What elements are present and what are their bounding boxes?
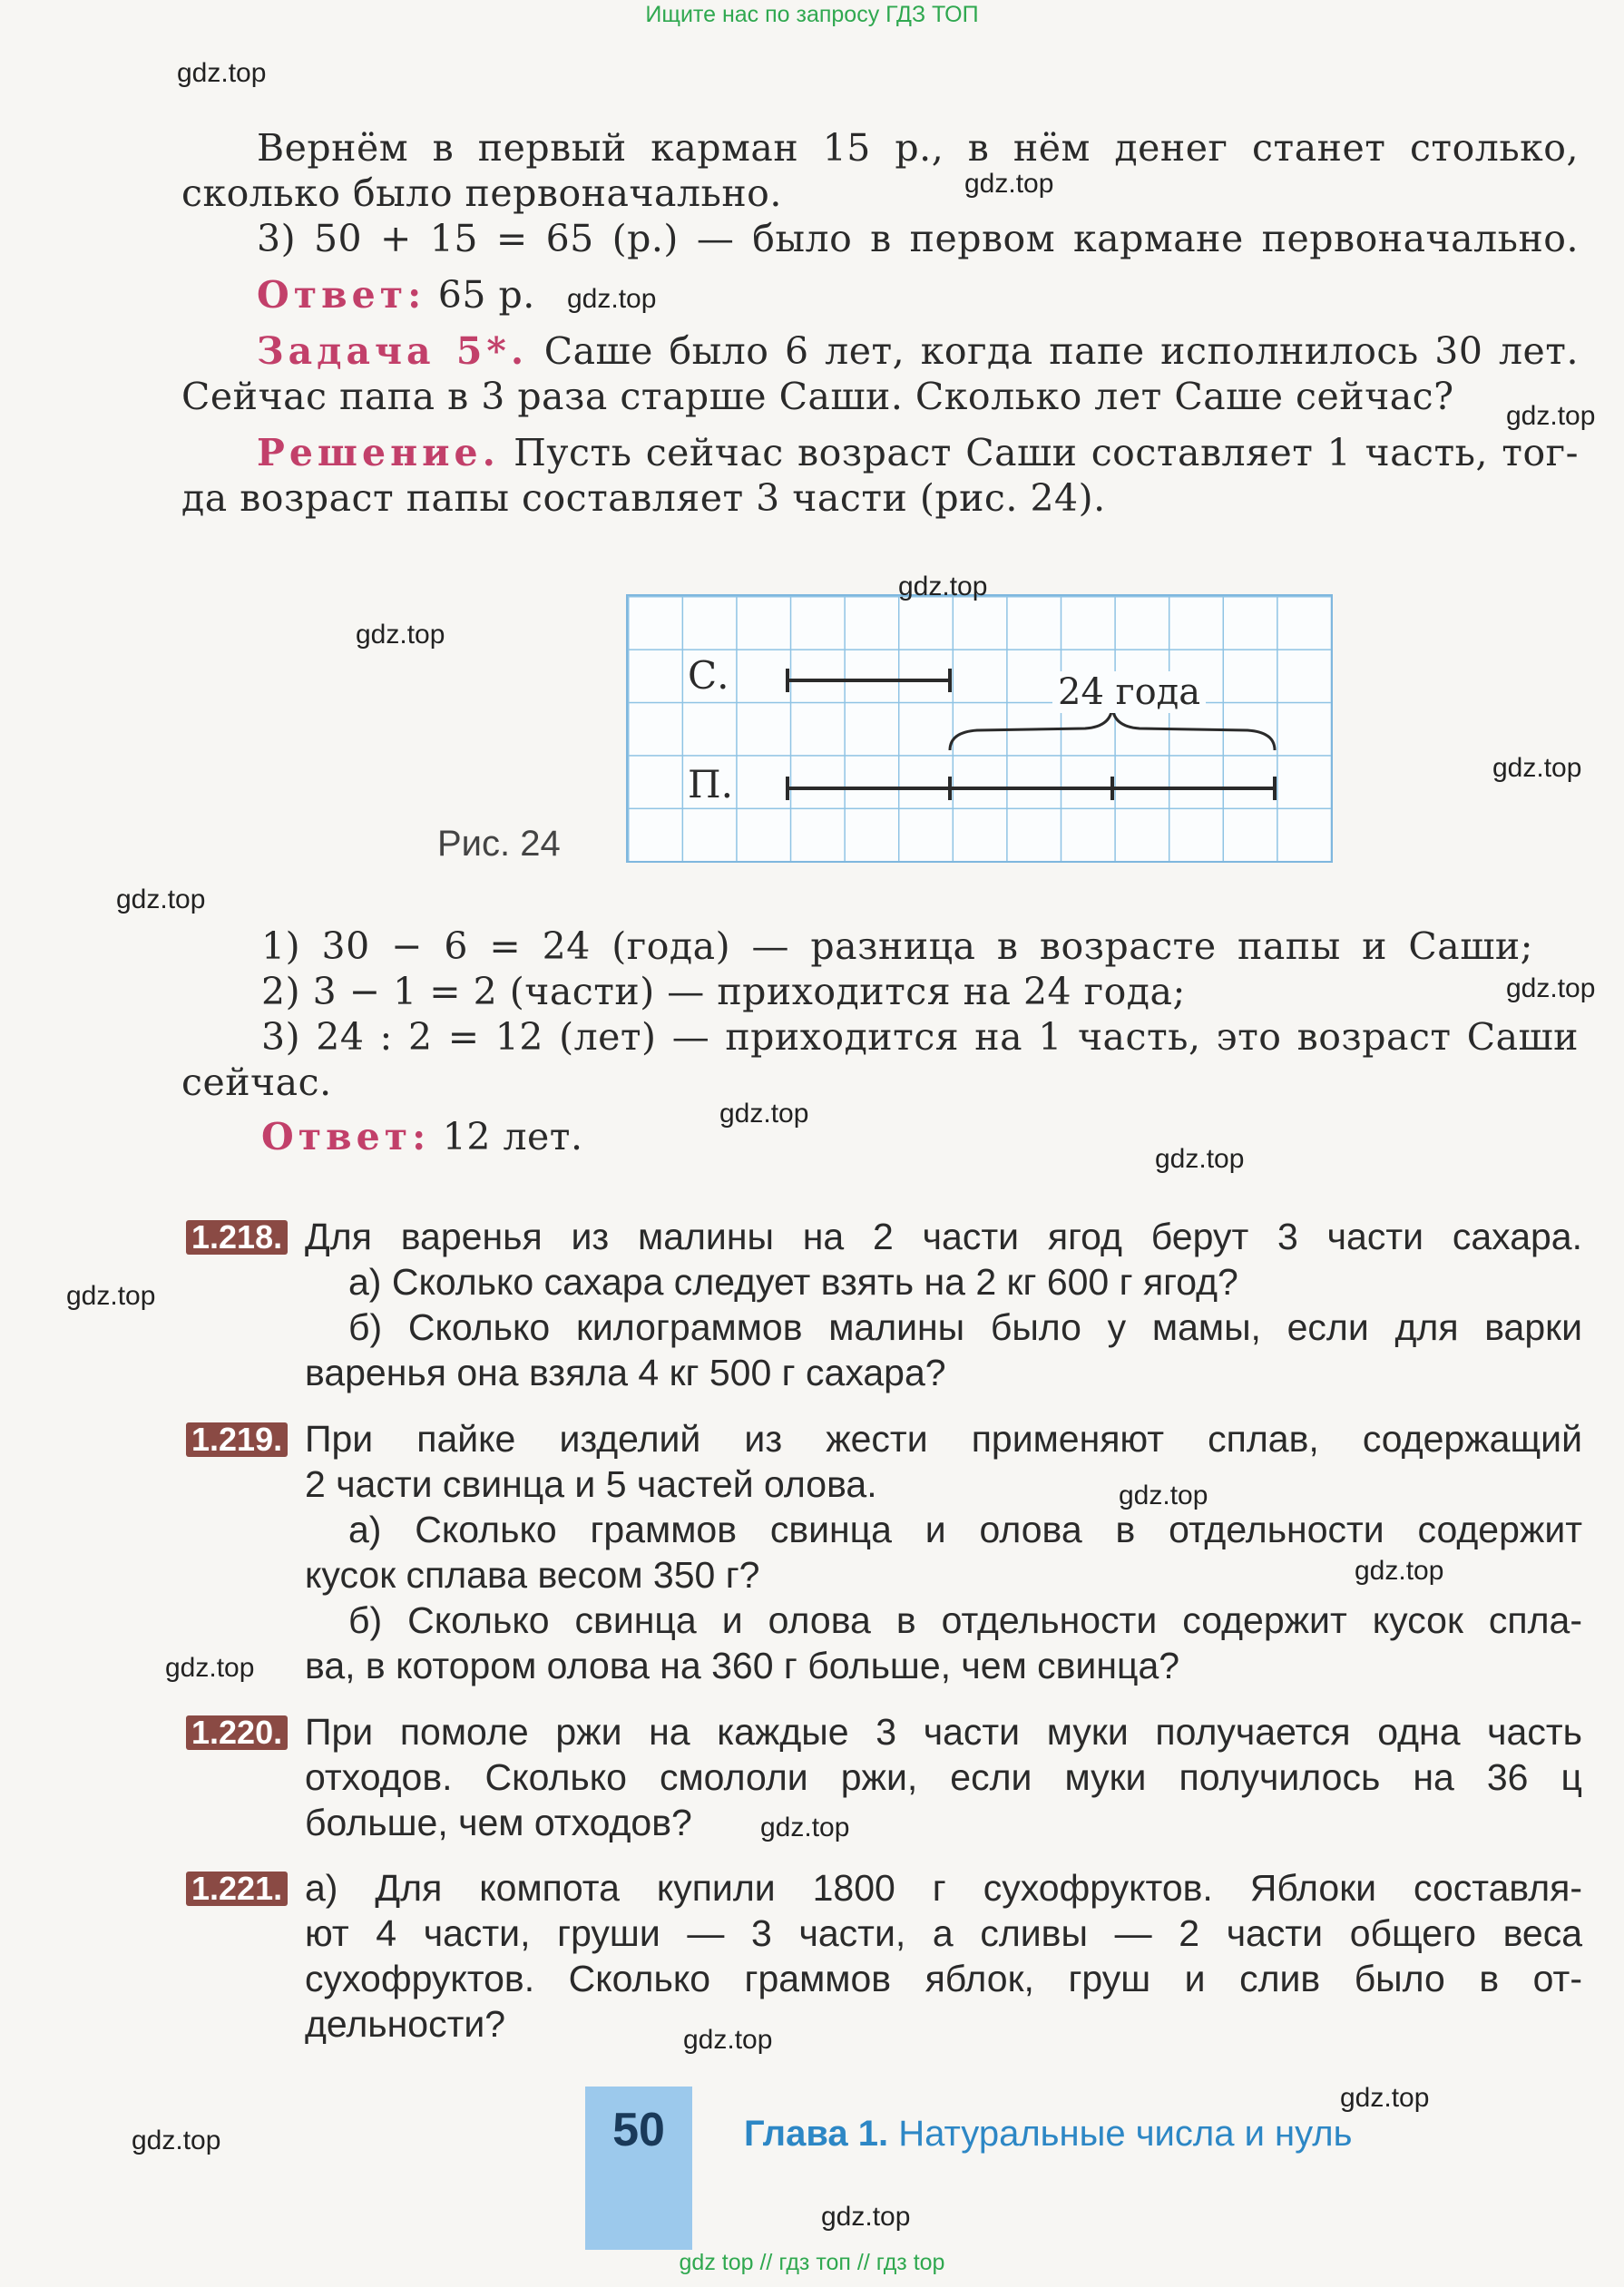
watermark: gdz.top (1155, 1144, 1245, 1174)
exercise-line: ют 4 части, груши — 3 части, а сливы — 2 части общего веса (305, 1912, 1582, 1954)
watermark: gdz.top (177, 58, 267, 88)
top-banner[interactable]: Ищите нас по запросу ГДЗ ТОП (645, 2, 979, 27)
text-line: Вернём в первый карман 15 р., в нём денег станет столько, (257, 126, 1579, 170)
exercise-line: дельности? (305, 2003, 506, 2045)
watermark: gdz.top (1492, 753, 1582, 783)
watermark: gdz.top (116, 885, 206, 914)
answer-label: Ответ: (257, 273, 426, 317)
task-line: Сейчас папа в 3 раза старше Саши. Сколько лет Саше сейчас? (181, 375, 1454, 418)
exercise-line: сухофруктов. Сколько граммов яблок, груш и слив было в от- (305, 1958, 1582, 1999)
exercise-number: 1.218. (186, 1220, 288, 1255)
label-p: П. (688, 762, 733, 806)
exercise-number: 1.221. (186, 1872, 288, 1906)
task-label: Задача 5*. (257, 329, 529, 373)
watermark: gdz.top (1340, 2083, 1430, 2113)
answer-line (257, 272, 1624, 318)
watermark: gdz.top (898, 572, 988, 601)
text-line: сколько было первоначально. (181, 171, 782, 215)
watermark: gdz.top (683, 2025, 773, 2055)
figure-diagram (626, 594, 1334, 866)
exercise-line: больше, чем отходов? (305, 1802, 692, 1843)
exercise-line: варенья она взяла 4 кг 500 г сахара? (305, 1352, 946, 1393)
exercise-line: а) Сколько граммов свинца и олова в отдельности содержит (348, 1509, 1582, 1550)
exercise-line: Для варенья из малины на 2 части ягод берут 3 части сахара. (305, 1216, 1582, 1257)
step-line: сейчас. (181, 1060, 332, 1104)
exercise-number: 1.220. (186, 1715, 288, 1750)
watermark: gdz.top (1355, 1556, 1444, 1586)
exercise-line: отходов. Сколько смололи ржи, если муки получилось на 36 ц (305, 1756, 1582, 1798)
exercise-line: а) Для компота купили 1800 г сухофруктов. Яблоки составля- (305, 1867, 1582, 1909)
watermark: gdz.top (760, 1813, 850, 1842)
task-line (257, 328, 1579, 374)
watermark: gdz.top (719, 1099, 809, 1129)
step-line: 3) 24 : 2 = 12 (лет) — приходится на 1 часть, это возраст Саши (261, 1015, 1579, 1059)
watermark: gdz.top (1506, 401, 1596, 431)
answer-label: Ответ: (261, 1115, 431, 1158)
chapter-title (744, 2114, 1352, 2155)
figure-caption: Рис. 24 (437, 824, 561, 864)
text-line: 3) 50 + 15 = 65 (р.) — было в первом кармане первоначально. (257, 217, 1579, 260)
answer-line (261, 1114, 1624, 1159)
exercise-line: б) Сколько свинца и олова в отдельности содержит кусок спла- (348, 1599, 1582, 1641)
exercise-line: При помоле ржи на каждые 3 части муки получается одна часть (305, 1711, 1582, 1753)
solution-label: Решение. (257, 431, 500, 474)
watermark: gdz.top (66, 1281, 156, 1311)
chapter-label: Глава 1. (744, 2114, 889, 2154)
watermark: gdz.top (567, 284, 657, 314)
exercise-line: 2 части свинца и 5 частей олова. (305, 1463, 877, 1505)
step-line: 2) 3 − 1 = 2 (части) — приходится на 24 года; (261, 970, 1186, 1013)
bottom-links[interactable]: gdz top // гдз топ // гдз top (679, 2250, 945, 2275)
watermark: gdz.top (1119, 1481, 1208, 1510)
task-text: Саше было 6 лет, когда папе исполнилось 30 лет. (543, 329, 1579, 373)
watermark: gdz.top (821, 2202, 911, 2232)
exercise-line: кусок сплава весом 350 г? (305, 1554, 760, 1596)
brace-label: 24 года (1052, 671, 1206, 713)
watermark: gdz.top (132, 2126, 221, 2155)
watermark: gdz.top (165, 1653, 255, 1683)
exercise-line: При пайке изделий из жести применяют сплав, содержащий (305, 1418, 1582, 1460)
step-line: 1) 30 − 6 = 24 (года) — разница в возрасте папы и Саши; (261, 924, 1533, 968)
exercise-number: 1.219. (186, 1422, 288, 1457)
answer-value: 12 лет. (442, 1115, 583, 1158)
solution-line (257, 430, 1579, 475)
watermark: gdz.top (356, 620, 445, 650)
page-number: 50 (612, 2104, 665, 2156)
exercise-line: б) Сколько килограммов малины было у мамы, если для варки (348, 1306, 1582, 1348)
answer-value: 65 р. (437, 273, 535, 317)
watermark: gdz.top (964, 169, 1054, 199)
solution-text: Пусть сейчас возраст Саши составляет 1 часть, тог- (514, 431, 1579, 474)
watermark: gdz.top (1506, 973, 1596, 1003)
exercise-line: а) Сколько сахара следует взять на 2 кг 600 г ягод? (348, 1261, 1238, 1303)
chapter-name: Натуральные числа и нуль (898, 2114, 1353, 2154)
exercise-line: ва, в котором олова на 360 г больше, чем свинца? (305, 1645, 1180, 1686)
label-s: С. (688, 653, 729, 698)
solution-line: да возраст папы составляет 3 части (рис. 24). (181, 476, 1106, 520)
